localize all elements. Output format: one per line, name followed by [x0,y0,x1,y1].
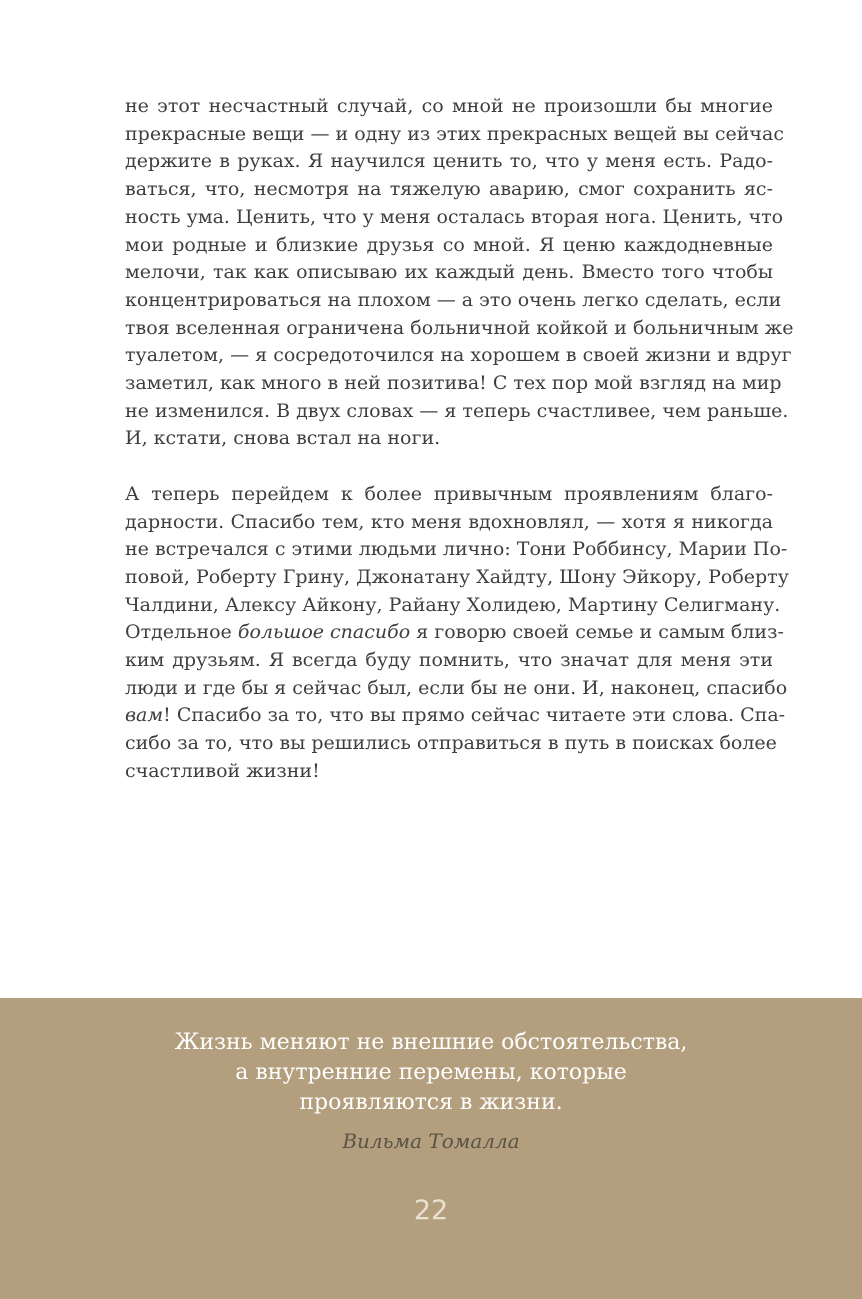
text-line: не встречался с этими людьми лично: Тони Роббинсу, Марии По- [125,538,788,561]
text-line: дарности. Спасибо тем, кто меня вдохновлял, — хотя я никогда [125,510,773,533]
text-line: Чалдини, Алексу Айкону, Райану Холидею, Мартину Селигману. [125,593,781,616]
text-line: не этот несчастный случай, со мной не произошли бы многие [125,95,773,117]
text-line: твоя вселенная ограничена больничной койкой и больничным же [125,316,794,339]
text-line: мои родные и близкие друзья со мной. Я ценю каждодневные [125,233,773,256]
quote-line: Жизнь меняют не внешние обстоятельства, [174,1030,688,1055]
quote-footer [0,998,862,1299]
text-segment: я говорю своей семье и самым близ- [410,621,784,644]
quote-author: Вильма Томалла [342,1129,520,1153]
text-line: прекрасные вещи — и одну из этих прекрасных вещей вы сейчас [125,122,784,145]
page-number: 22 [413,1195,449,1226]
text-line: И, кстати, снова встал на ноги. [125,427,441,450]
text-line: ность ума. Ценить, что у меня осталась вторая нога. Ценить, что [125,205,784,228]
text-line: ким друзьям. Я всегда буду помнить, что значат для меня эти [125,649,773,672]
text-line: не изменился. В двух словах — я теперь счастливее, чем раньше. [125,399,789,422]
text-line: повой, Роберту Грину, Джонатану Хайдту, Шону Эйкору, Роберту [125,565,789,588]
paragraph-gratitude-people [125,481,789,786]
quote-line: а внутренние перемены, которые [235,1060,627,1085]
text-line: счастливой жизни! [125,759,320,782]
text-line: люди и где бы я сейчас был, если бы не они. И, наконец, спасибо [125,676,788,699]
quote-text [0,1028,862,1118]
emphasis-text: большое спасибо [237,621,411,644]
text-line [125,702,786,730]
text-line: мелочи, так как описываю их каждый день. Вместо того чтобы [125,261,773,284]
quote-line: проявляются в жизни. [299,1090,563,1115]
text-line: ваться, что, несмотря на тяжелую аварию, смог сохранить яс- [125,178,773,201]
emphasis-text: вам [125,704,164,727]
text-segment: Отдельное [125,621,238,644]
text-line: заметил, как много в ней позитива! С тех пор мой взгляд на мир [125,372,782,395]
text-line [125,619,784,647]
paragraph-gratitude-accident [125,93,794,453]
text-line: концентрироваться на плохом — а это очень легко сделать, если [125,288,782,311]
text-segment: ! Спасибо за то, что вы прямо сейчас читаете эти слова. Спа- [163,704,786,727]
main-text [125,93,794,786]
text-line: туалетом, — я сосредоточился на хорошем в своей жизни и вдруг [125,344,792,367]
text-line: держите в руках. Я научился ценить то, что у меня есть. Радо- [125,150,773,173]
text-line: А теперь перейдем к более привычным проявлениям благо- [125,482,773,505]
text-line: сибо за то, что вы решились отправиться в путь в поисках более [125,732,777,755]
